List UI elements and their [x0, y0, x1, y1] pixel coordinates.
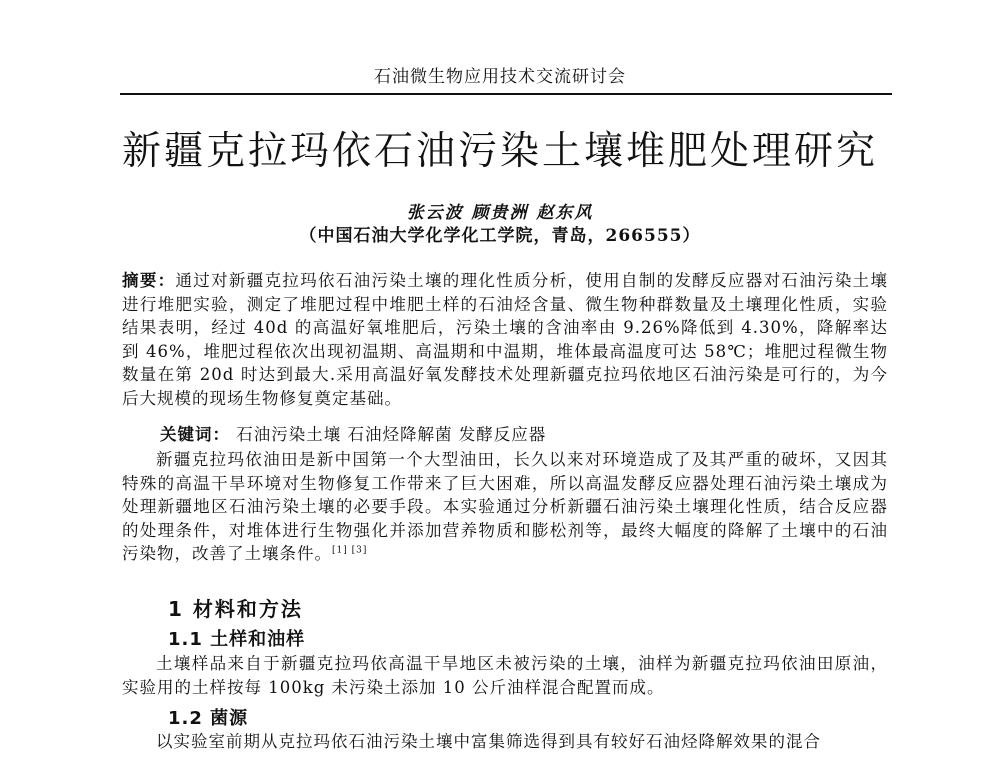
- intro-paragraph: [122, 448, 888, 566]
- keywords-text: 石油污染土壤 石油烃降解菌 发酵反应器: [236, 425, 547, 444]
- header-rule: [120, 93, 892, 95]
- abstract: [122, 269, 888, 410]
- subsection-heading-1-1: 1.1 土样和油样: [168, 629, 306, 650]
- keywords: [160, 421, 546, 445]
- paper-authors: 张云波 顾贵洲 赵东风: [406, 203, 594, 223]
- subsection-heading-1-2: 1.2 菌源: [168, 708, 249, 729]
- abstract-label: 摘要：: [122, 271, 176, 290]
- paper-affiliation: （中国石油大学化学化工学院，青岛，266555）: [299, 226, 701, 246]
- section-heading-1: 1 材料和方法: [168, 597, 303, 621]
- abstract-text: 通过对新疆克拉玛依石油污染土壤的理化性质分析，使用自制的发酵反应器对石油污染土壤进行堆肥实验，测定了堆肥过程中堆肥土样的石油烃含量、微生物种群数量及土壤理化性质，实验结果表明，经过 40d 的高温好氧堆肥后，污染土壤的含油率由 9.26%降低到 4.30%，降解率达到 46%，堆肥过程依次出现初温期、高温期和中温期，堆体最高温度可达 58℃；堆肥过程微生物数量在第 20d 时达到最大.采用高温好氧发酵技术处理新疆克拉玛依地区石油污染是可行的，为今后大规模的现场生物修复奠定基础。: [122, 271, 889, 408]
- subsection-1-2-text: 以实验室前期从克拉玛依石油污染土壤中富集筛选得到具有较好石油烃降解效果的混合: [156, 732, 821, 751]
- running-header: 石油微生物应用技术交流研讨会: [374, 67, 626, 87]
- intro-text: 新疆克拉玛依油田是新中国第一个大型油田，长久以来对环境造成了及其严重的破坏，又因其特殊的高温干旱环境对生物修复工作带来了巨大困难，所以高温发酵反应器处理石油污染土壤成为处理新疆地区石油污染土壤的必要手段。本实验通过分析新疆石油污染土壤理化性质，结合反应器的处理条件，对堆体进行生物强化并添加营养物质和膨松剂等，最终大幅度的降解了土壤中的石油污染物，改善了土壤条件。: [122, 450, 888, 563]
- subsection-1-1-text: 土壤样品来自于新疆克拉玛依高温干旱地区未被污染的土壤，油样为新疆克拉玛依油田原油，实验用的土样按每 100kg 未污染土添加 10 公斤油样混合配置而成。: [122, 654, 888, 697]
- paper-title: 新疆克拉玛依石油污染土壤堆肥处理研究: [121, 129, 878, 174]
- intro-citation: [1] [3]: [332, 545, 368, 556]
- keywords-label: 关键词：: [160, 425, 230, 444]
